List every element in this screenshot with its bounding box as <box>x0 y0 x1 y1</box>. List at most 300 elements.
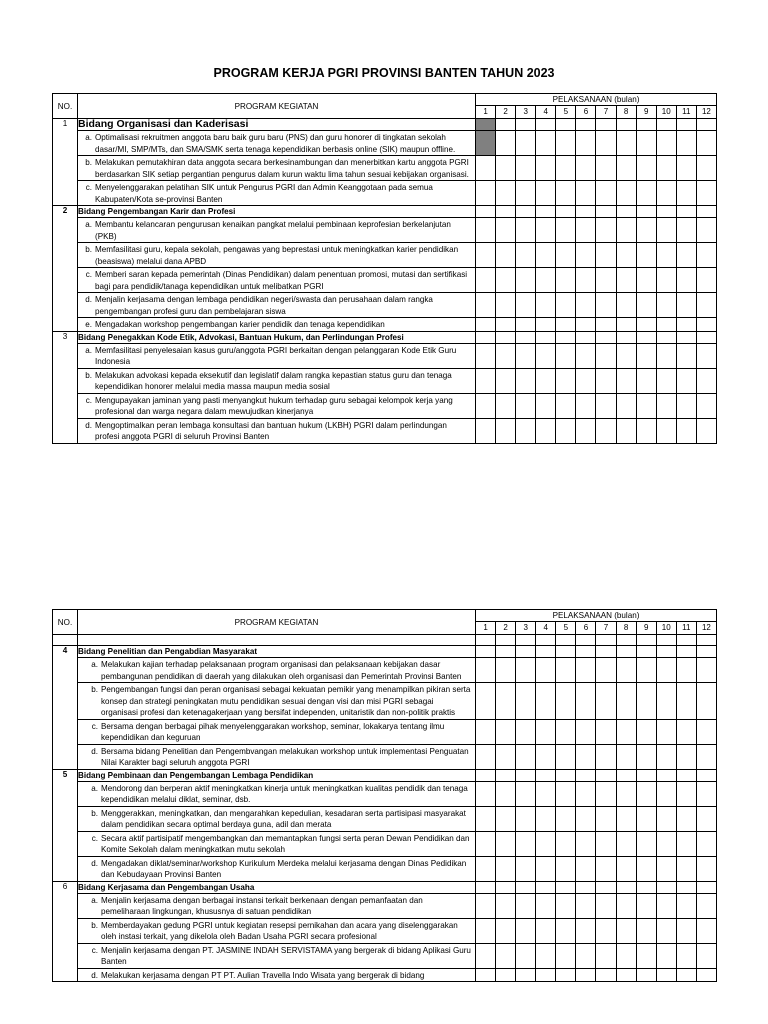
section-row <box>53 881 717 893</box>
month-cell <box>596 156 616 181</box>
month-cell <box>596 368 616 393</box>
month-cell <box>656 881 676 893</box>
month-cell <box>676 156 696 181</box>
month-cell <box>636 318 656 332</box>
month-cell <box>476 131 496 156</box>
table-row <box>53 268 717 293</box>
table-row <box>53 719 717 744</box>
month-cell <box>556 781 576 806</box>
month-cell <box>556 881 576 893</box>
month-cell <box>656 318 676 332</box>
month-cell <box>576 943 596 968</box>
month-cell <box>676 719 696 744</box>
month-cell <box>556 918 576 943</box>
month-cell <box>596 806 616 831</box>
month-cell <box>616 343 636 368</box>
month-cell <box>556 243 576 268</box>
month-cell <box>496 368 516 393</box>
month-cell <box>656 806 676 831</box>
month-cell <box>476 893 496 918</box>
month-cell <box>596 918 616 943</box>
month-cell <box>496 119 516 131</box>
month-cell <box>516 968 536 982</box>
month-cell <box>676 243 696 268</box>
item-text: Melakukan pemutakhiran data anggota secara berkesinambungan dan menerbitkan kartu anggota PGRI berdasarkan SIK setiap pergantian pengurus dalam kurun waktu lima tahun sesuai kebijakan organisasi. <box>95 158 469 179</box>
month-cell <box>696 156 716 181</box>
month-cell <box>636 781 656 806</box>
month-cell <box>616 831 636 856</box>
month-cell <box>616 293 636 318</box>
month-cell <box>576 646 596 658</box>
month-cell <box>576 206 596 218</box>
month-cell <box>496 881 516 893</box>
month-cell <box>656 156 676 181</box>
month-cell <box>556 156 576 181</box>
month-cell <box>576 119 596 131</box>
item-label: c. <box>85 183 92 192</box>
document-title: PROGRAM KERJA PGRI PROVINSI BANTEN TAHUN 2023 <box>213 66 555 80</box>
header-month: 5 <box>556 106 576 119</box>
month-cell <box>536 218 556 243</box>
month-cell <box>636 181 656 206</box>
month-cell <box>636 918 656 943</box>
month-cell <box>516 943 536 968</box>
month-cell <box>656 856 676 881</box>
month-cell <box>536 331 556 343</box>
month-cell <box>636 206 656 218</box>
month-cell <box>696 318 716 332</box>
month-cell <box>496 268 516 293</box>
month-cell <box>536 918 556 943</box>
month-cell <box>556 683 576 720</box>
month-cell <box>576 831 596 856</box>
month-cell <box>596 418 616 443</box>
month-cell <box>616 268 636 293</box>
month-cell <box>516 831 536 856</box>
header-month: 10 <box>656 622 676 635</box>
month-cell <box>536 206 556 218</box>
month-cell <box>696 831 716 856</box>
item-label: d. <box>91 858 98 868</box>
header-month: 6 <box>576 622 596 635</box>
month-cell <box>576 856 596 881</box>
month-cell <box>676 968 696 982</box>
month-cell <box>476 968 496 982</box>
month-cell <box>636 806 656 831</box>
month-cell <box>676 181 696 206</box>
month-cell <box>556 368 576 393</box>
list-item <box>78 131 475 155</box>
month-cell <box>616 131 636 156</box>
table-row <box>53 181 717 206</box>
month-cell <box>656 719 676 744</box>
header-no: NO. <box>53 610 78 635</box>
header-month: 3 <box>516 106 536 119</box>
program-table-page-1 <box>52 93 717 444</box>
month-cell <box>636 119 656 131</box>
month-cell <box>596 343 616 368</box>
program-table-page-2 <box>52 609 717 982</box>
section-row <box>53 331 717 343</box>
table-row <box>53 418 717 443</box>
month-cell <box>516 119 536 131</box>
month-cell <box>636 268 656 293</box>
month-cell <box>556 831 576 856</box>
month-cell <box>596 968 616 982</box>
month-cell <box>656 368 676 393</box>
month-cell <box>616 806 636 831</box>
table-row <box>53 293 717 318</box>
header-month: 8 <box>616 622 636 635</box>
month-cell <box>636 131 656 156</box>
item-label: c. <box>85 395 92 405</box>
table-row <box>53 856 717 881</box>
month-cell <box>556 968 576 982</box>
month-cell <box>656 268 676 293</box>
table-row <box>53 683 717 720</box>
month-cell <box>556 293 576 318</box>
month-cell <box>616 744 636 769</box>
item-label: b. <box>85 370 92 380</box>
month-cell <box>556 343 576 368</box>
month-cell <box>516 744 536 769</box>
month-cell <box>656 343 676 368</box>
item-text: Menjalin kerjasama dengan PT. JASMINE INDAH SERVISTAMA yang bergerak di bidang Aplikasi Guru Banten <box>101 945 471 966</box>
list-item <box>78 894 475 918</box>
month-cell <box>496 206 516 218</box>
list-item <box>78 344 475 368</box>
header-month: 1 <box>476 622 496 635</box>
list-item <box>78 919 475 943</box>
item-text: Pengembangan fungsi dan peran organisasi sebagai kekuatan pemikir yang menampilkan pikiran serta konsep dan strategi peningkatan mutu pendidikan sesuai dengan visi dan misi PGRI sebagai organisasi profesi dan ketenagakerjaan yang bersifat independen, unitaristik dan non-politik praktis <box>101 685 471 717</box>
list-item <box>78 857 475 881</box>
month-cell <box>676 418 696 443</box>
month-cell <box>516 658 536 683</box>
item-label: b. <box>91 808 98 818</box>
table-row <box>53 393 717 418</box>
month-cell <box>516 683 536 720</box>
month-cell <box>476 806 496 831</box>
month-cell <box>596 744 616 769</box>
month-cell <box>616 943 636 968</box>
month-cell <box>676 131 696 156</box>
month-cell <box>576 781 596 806</box>
month-cell <box>576 881 596 893</box>
item-text: Optimalisasi rekruitmen anggota baru baik guru baru (PNS) dan guru honorer di tingkatan sekolah dasar/MI, SMP/MTs, dan SMA/SMK serta tenaga kependidikan berbasis online (SIK) maupun offline. <box>95 133 456 154</box>
month-cell <box>696 943 716 968</box>
month-cell <box>516 156 536 181</box>
section-row <box>53 206 717 218</box>
item-label: d. <box>91 746 98 756</box>
month-cell <box>676 943 696 968</box>
month-cell <box>536 831 556 856</box>
list-item <box>78 268 475 292</box>
month-cell <box>676 268 696 293</box>
table-row <box>53 658 717 683</box>
item-text: Bersama bidang Penelitian dan Pengembvangan melakukan workshop untuk implementasi Penguatan Nilai Karakter bagi seluruh anggota PGRI <box>101 746 469 767</box>
header-month: 3 <box>516 622 536 635</box>
item-label: b. <box>85 158 92 167</box>
month-cell <box>516 206 536 218</box>
month-cell <box>596 181 616 206</box>
item-label: b. <box>91 920 98 930</box>
month-cell <box>556 393 576 418</box>
month-cell <box>536 658 556 683</box>
month-cell <box>636 831 656 856</box>
header-month: 4 <box>536 106 556 119</box>
header-month: 9 <box>636 622 656 635</box>
month-cell <box>656 181 676 206</box>
month-cell <box>496 331 516 343</box>
month-cell <box>596 646 616 658</box>
month-cell <box>676 918 696 943</box>
month-cell <box>616 393 636 418</box>
month-cell <box>516 918 536 943</box>
list-item <box>78 745 475 769</box>
table-row <box>53 918 717 943</box>
month-cell <box>636 683 656 720</box>
item-text: Membantu kelancaran pengurusan kenaikan pangkat melalui pembinaan keprofesian berkelanjutan (PKB) <box>95 220 451 241</box>
item-label: b. <box>91 685 98 694</box>
month-cell <box>536 744 556 769</box>
month-cell <box>596 318 616 332</box>
item-text: Melakukan kajian terhadap pelaksanaan program organisasi dan pelaksanaan kebijakan dasar pembangunan pendidikan di daerah yang dilakukan oleh organisasi dan Pemerintah Provinsi Banten <box>101 660 462 681</box>
month-cell <box>496 893 516 918</box>
item-label: a. <box>85 345 92 355</box>
month-cell <box>656 744 676 769</box>
month-cell <box>516 418 536 443</box>
month-cell <box>596 769 616 781</box>
table-row <box>53 744 717 769</box>
month-cell <box>676 744 696 769</box>
item-text: Mengadakan workshop pengembangan karier pendidik dan tenaga kependidikan <box>95 320 385 329</box>
month-cell <box>596 658 616 683</box>
item-text: Menggerakkan, meningkatkan, dan mengarahkan kepedulian, kesadaran serta partisipasi masyarakat dalam pendidikan secara optimal berdaya guna, adil dan merata <box>101 808 466 829</box>
list-item <box>78 369 475 393</box>
month-cell <box>536 343 556 368</box>
month-cell <box>536 268 556 293</box>
month-cell <box>596 243 616 268</box>
month-cell <box>476 156 496 181</box>
month-cell <box>476 781 496 806</box>
month-cell <box>476 368 496 393</box>
month-cell <box>616 218 636 243</box>
table-row <box>53 943 717 968</box>
header-month: 5 <box>556 622 576 635</box>
month-cell <box>476 206 496 218</box>
month-cell <box>676 646 696 658</box>
month-cell <box>696 418 716 443</box>
header-no: NO. <box>53 94 78 119</box>
month-cell <box>656 658 676 683</box>
month-cell <box>636 769 656 781</box>
item-text: Menjalin kerjasama dengan lembaga pendidikan negeri/swasta dan perusahaan dalam rangka pengembangan profesi guru dan pembelajaran siswa <box>95 295 433 316</box>
month-cell <box>596 331 616 343</box>
month-cell <box>536 368 556 393</box>
table-row <box>53 318 717 332</box>
header-month: 2 <box>496 622 516 635</box>
list-item <box>78 658 475 682</box>
month-cell <box>496 218 516 243</box>
month-cell <box>576 131 596 156</box>
month-cell <box>556 806 576 831</box>
month-cell <box>516 243 536 268</box>
month-cell <box>636 658 656 683</box>
table-row <box>53 968 717 982</box>
month-cell <box>636 719 656 744</box>
month-cell <box>556 331 576 343</box>
month-cell <box>476 218 496 243</box>
month-cell <box>596 893 616 918</box>
month-cell <box>516 769 536 781</box>
header-month: 9 <box>636 106 656 119</box>
month-cell <box>476 119 496 131</box>
month-cell <box>576 181 596 206</box>
month-cell <box>536 968 556 982</box>
month-cell <box>516 646 536 658</box>
header-month: 11 <box>676 106 696 119</box>
list-item <box>78 156 475 180</box>
month-cell <box>616 181 636 206</box>
month-cell <box>596 131 616 156</box>
header-month: 1 <box>476 106 496 119</box>
month-cell <box>496 968 516 982</box>
month-cell <box>696 856 716 881</box>
item-text: Menyelenggarakan pelatihan SIK untuk Pengurus PGRI dan Admin Keanggotaan pada semua Kabupaten/Kota se-provinsi Banten <box>95 183 433 204</box>
month-cell <box>536 806 556 831</box>
month-cell <box>656 918 676 943</box>
month-cell <box>496 393 516 418</box>
list-item <box>78 807 475 831</box>
month-cell <box>616 881 636 893</box>
header-month: 4 <box>536 622 556 635</box>
month-cell <box>636 156 656 181</box>
month-cell <box>696 343 716 368</box>
month-cell <box>536 119 556 131</box>
item-label: a. <box>85 133 92 142</box>
month-cell <box>496 418 516 443</box>
month-cell <box>696 646 716 658</box>
section-title: Bidang Penegakkan Kode Etik, Advokasi, Bantuan Hukum, dan Perlindungan Profesi <box>78 332 404 342</box>
month-cell <box>656 418 676 443</box>
month-cell <box>696 243 716 268</box>
month-cell <box>576 806 596 831</box>
list-item <box>78 720 475 744</box>
section-title: Bidang Organisasi dan Kaderisasi <box>78 118 249 130</box>
month-cell <box>576 393 596 418</box>
month-cell <box>696 683 716 720</box>
month-cell <box>656 131 676 156</box>
month-cell <box>476 393 496 418</box>
month-cell <box>616 893 636 918</box>
month-cell <box>616 243 636 268</box>
month-cell <box>476 769 496 781</box>
section-row <box>53 769 717 781</box>
month-cell <box>696 806 716 831</box>
month-cell <box>696 893 716 918</box>
month-cell <box>616 156 636 181</box>
table-row <box>53 781 717 806</box>
month-cell <box>536 131 556 156</box>
month-cell <box>496 646 516 658</box>
month-cell <box>696 368 716 393</box>
month-cell <box>676 769 696 781</box>
table-row <box>53 156 717 181</box>
month-cell <box>616 918 636 943</box>
month-cell <box>496 856 516 881</box>
month-cell <box>656 293 676 318</box>
month-cell <box>556 131 576 156</box>
list-item <box>78 181 475 205</box>
list-item <box>78 318 475 331</box>
month-cell <box>616 368 636 393</box>
month-cell <box>676 331 696 343</box>
month-cell <box>536 156 556 181</box>
month-cell <box>636 881 656 893</box>
month-cell <box>696 206 716 218</box>
month-cell <box>676 658 696 683</box>
month-cell <box>516 268 536 293</box>
month-cell <box>556 893 576 918</box>
month-cell <box>536 781 556 806</box>
month-cell <box>536 646 556 658</box>
month-cell <box>516 131 536 156</box>
item-text: Memfasilitasi penyelesaian kasus guru/anggota PGRI berkaitan dengan pelanggaran Kode Etik Guru Indonesia <box>95 345 457 366</box>
list-item <box>78 419 475 443</box>
month-cell <box>696 119 716 131</box>
item-label: a. <box>91 895 98 905</box>
month-cell <box>476 418 496 443</box>
month-cell <box>536 719 556 744</box>
item-label: d. <box>91 970 98 980</box>
section-title: Bidang Kerjasama dan Pengembangan Usaha <box>78 882 255 892</box>
month-cell <box>596 119 616 131</box>
month-cell <box>616 683 636 720</box>
month-cell <box>616 206 636 218</box>
month-cell <box>536 393 556 418</box>
month-cell <box>596 393 616 418</box>
table-row <box>53 343 717 368</box>
month-cell <box>656 831 676 856</box>
month-cell <box>556 206 576 218</box>
month-cell <box>476 881 496 893</box>
month-cell <box>636 368 656 393</box>
month-cell <box>476 331 496 343</box>
month-cell <box>536 769 556 781</box>
item-label: e. <box>85 320 92 329</box>
month-cell <box>556 719 576 744</box>
item-text: Mengoptimalkan peran lembaga konsultasi dan bantuan hukum (LKBH) PGRI dalam perlindungan profesi anggota PGRI di seluruh Provinsi Banten <box>95 420 447 441</box>
header-pelaksanaan: PELAKSANAAN (bulan) <box>476 610 717 622</box>
month-cell <box>476 318 496 332</box>
list-item <box>78 394 475 418</box>
month-cell <box>556 658 576 683</box>
table-row <box>53 893 717 918</box>
list-item <box>78 293 475 317</box>
month-cell <box>656 683 676 720</box>
month-cell <box>496 918 516 943</box>
header-program: PROGRAM KEGIATAN <box>78 94 476 119</box>
month-cell <box>516 218 536 243</box>
list-item <box>78 218 475 242</box>
section-title: Bidang Pengembangan Karir dan Profesi <box>78 207 236 216</box>
month-cell <box>556 181 576 206</box>
month-cell <box>496 131 516 156</box>
month-cell <box>656 769 676 781</box>
month-cell <box>616 769 636 781</box>
month-cell <box>676 881 696 893</box>
month-cell <box>576 683 596 720</box>
